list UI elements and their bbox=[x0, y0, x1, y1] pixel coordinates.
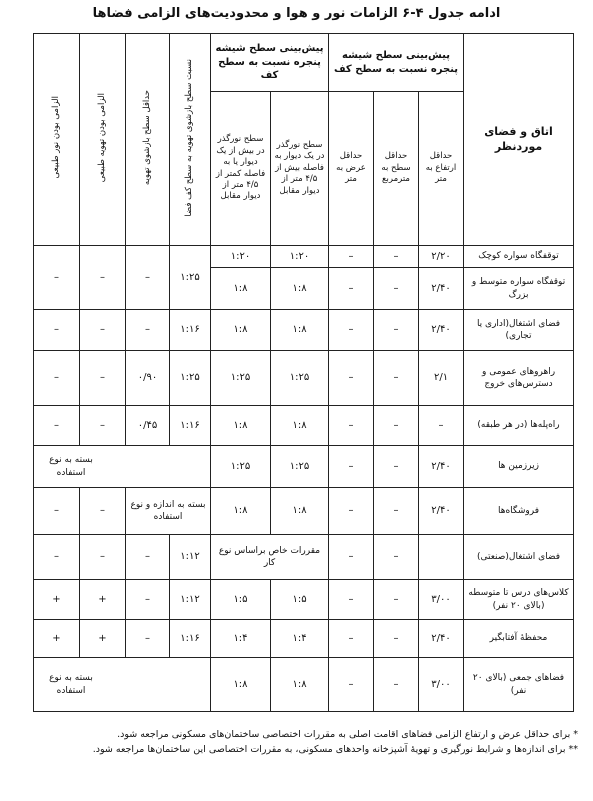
cell-area: – bbox=[374, 488, 419, 535]
cell-natural-light: – bbox=[34, 488, 80, 535]
room-name: کلاس‌های درس تا متوسطه (بالای ۲۰ نفر) bbox=[464, 580, 574, 620]
cell-vent-ratio: بسته به اندازه و نوع استفاده bbox=[126, 488, 211, 535]
cell-natural-light: – bbox=[34, 351, 80, 406]
room-name: فروشگاه‌ها bbox=[464, 488, 574, 535]
cell-height: ۲/۲۰ bbox=[419, 246, 464, 268]
header-natural-vent: الزامی بودن تهویه طبیعی bbox=[80, 34, 126, 246]
cell-area: – bbox=[374, 580, 419, 620]
cell-width: – bbox=[329, 246, 374, 268]
table-row bbox=[34, 535, 574, 580]
cell-width: – bbox=[329, 406, 374, 446]
cell-window-gt45: ۱:۸ bbox=[271, 268, 329, 310]
cell-vent-ratio: بسته به نوع استفاده bbox=[34, 658, 211, 712]
cell-natural-vent: – bbox=[80, 406, 126, 446]
cell-natural-vent: – bbox=[80, 488, 126, 535]
cell-natural-vent: – bbox=[80, 351, 126, 406]
room-name: فضای اشتغال(اداری یا تجاری) bbox=[464, 310, 574, 351]
cell-vent-ratio: ۱:۱۶ bbox=[170, 406, 211, 446]
cell-height: ۲/۱ bbox=[419, 351, 464, 406]
footnote-1: * برای حداقل عرض و ارتفاع الزامی فضاهای اقامت اصلی به مقررات اختصاصی ساختمان‌های مسکونی مراجعه شود. bbox=[117, 729, 578, 740]
cell-min-vent: – bbox=[126, 580, 170, 620]
header-window-lt45: سطح نورگذر در بیش از یک دیوار یا به فاصله کمتر از ۴/۵ متر از دیوار مقابل bbox=[211, 92, 271, 246]
footnotes bbox=[33, 728, 578, 757]
table-row bbox=[34, 406, 574, 446]
cell-width: – bbox=[329, 535, 374, 580]
cell-window-lt45: ۱:۸ bbox=[211, 310, 271, 351]
cell-area: – bbox=[374, 268, 419, 310]
cell-width: – bbox=[329, 580, 374, 620]
cell-window-gt45: ۱:۸ bbox=[271, 658, 329, 712]
cell-area: – bbox=[374, 535, 419, 580]
header-min-height: حداقل ارتفاع به متر bbox=[419, 92, 464, 246]
cell-natural-light: – bbox=[34, 535, 80, 580]
cell-window-gt45: ۱:۲۰ bbox=[271, 246, 329, 268]
cell-width: – bbox=[329, 658, 374, 712]
cell-height: ۲/۴۰ bbox=[419, 620, 464, 658]
cell-min-vent: – bbox=[126, 246, 170, 310]
cell-height: ۲/۴۰ bbox=[419, 310, 464, 351]
table-row bbox=[34, 488, 574, 535]
cell-area: – bbox=[374, 351, 419, 406]
cell-height: – bbox=[419, 406, 464, 446]
cell-width: – bbox=[329, 620, 374, 658]
room-name: فضاهای جمعی (بالای ۲۰ نفر) bbox=[464, 658, 574, 712]
footnote-2: ** برای اندازه‌ها و شرایط نورگیری و تهویهٔ آشپزخانه واحدهای مسکونی، به مقررات اختصاصی این ساختمان‌ها مراجعه شود. bbox=[92, 743, 578, 755]
room-name: زیرزمین ها bbox=[464, 446, 574, 488]
cell-window-gt45: ۱:۴ bbox=[271, 620, 329, 658]
header-min-width: حداقل عرض به متر bbox=[329, 92, 374, 246]
cell-vent-ratio: ۱:۱۶ bbox=[170, 620, 211, 658]
cell-min-vent: ۰/۴۵ bbox=[126, 406, 170, 446]
table-row bbox=[34, 580, 574, 620]
cell-min-vent: ۰/۹۰ bbox=[126, 351, 170, 406]
cell-natural-light: + bbox=[34, 620, 80, 658]
cell-height: ۳/۰۰ bbox=[419, 580, 464, 620]
cell-area: – bbox=[374, 310, 419, 351]
table-title: ادامه جدول ۴-۶ الزامات نور و هوا و محدودیت‌های الزامی فضاها bbox=[92, 6, 501, 21]
room-name: توقفگاه سواره کوچک bbox=[464, 246, 574, 268]
cell-window-gt45: ۱:۸ bbox=[271, 488, 329, 535]
room-name: فضای اشتغال(صنعتی) bbox=[464, 535, 574, 580]
cell-width: – bbox=[329, 268, 374, 310]
cell-window-lt45: ۱:۸ bbox=[211, 488, 271, 535]
cell-vent-ratio: ۱:۱۲ bbox=[170, 580, 211, 620]
cell-vent-ratio: ۱:۱۲ bbox=[170, 535, 211, 580]
header-window-gt45: سطح نورگذر در یک دیوار به فاصله بیش از ۴/۵ متر از دیوار مقابل bbox=[271, 92, 329, 246]
cell-min-vent: – bbox=[126, 310, 170, 351]
cell-height: ۲/۴۰ bbox=[419, 446, 464, 488]
cell-height: ۳/۰۰ bbox=[419, 658, 464, 712]
cell-window-lt45: ۱:۴ bbox=[211, 620, 271, 658]
table-row bbox=[34, 310, 574, 351]
table-row bbox=[34, 351, 574, 406]
cell-natural-light: + bbox=[34, 580, 80, 620]
header-min-area: حداقل سطح به مترمربع bbox=[374, 92, 419, 246]
cell-window-gt45: ۱:۲۵ bbox=[271, 351, 329, 406]
cell-natural-light: – bbox=[34, 310, 80, 351]
header-natural-light: الزامی بودن نور طبیعی bbox=[34, 34, 80, 246]
cell-height: ۲/۴۰ bbox=[419, 488, 464, 535]
cell-area: – bbox=[374, 246, 419, 268]
table-row bbox=[34, 658, 574, 712]
header-window-ratio: پیش‌بینی سطح شیشه پنجره نسبت به سطح کف bbox=[211, 34, 329, 92]
cell-width: – bbox=[329, 351, 374, 406]
header-room: اتاق و فضای موردنظر bbox=[464, 34, 574, 246]
room-name: توقفگاه سواره متوسط و بزرگ bbox=[464, 268, 574, 310]
cell-vent-ratio: ۱:۱۶ bbox=[170, 310, 211, 351]
room-name: راه‌پله‌ها (در هر طبقه) bbox=[464, 406, 574, 446]
cell-natural-light: – bbox=[34, 406, 80, 446]
cell-window-gt45: ۱:۸ bbox=[271, 406, 329, 446]
cell-natural-vent: – bbox=[80, 246, 126, 310]
cell-window-lt45: ۱:۲۰ bbox=[211, 246, 271, 268]
cell-natural-vent: – bbox=[80, 535, 126, 580]
cell-height bbox=[419, 535, 464, 580]
cell-width: – bbox=[329, 488, 374, 535]
room-name: محفظهٔ آفتابگیر bbox=[464, 620, 574, 658]
table-row bbox=[34, 246, 574, 268]
cell-natural-vent: + bbox=[80, 620, 126, 658]
header-vent-ratio: نسبت سطح بازشوی تهویه به سطح کف فضا bbox=[170, 34, 211, 246]
cell-area: – bbox=[374, 446, 419, 488]
cell-min-vent: – bbox=[126, 620, 170, 658]
cell-area: – bbox=[374, 620, 419, 658]
cell-vent-ratio: ۱:۲۵ bbox=[170, 246, 211, 310]
cell-window-lt45: ۱:۲۵ bbox=[211, 446, 271, 488]
cell-window-lt45: ۱:۸ bbox=[211, 658, 271, 712]
cell-natural-light: – bbox=[34, 246, 80, 310]
cell-vent-ratio: ۱:۲۵ bbox=[170, 351, 211, 406]
cell-vent-ratio: بسته به نوع استفاده bbox=[34, 446, 211, 488]
cell-natural-vent: – bbox=[80, 310, 126, 351]
table-row bbox=[34, 620, 574, 658]
cell-window-lt45: ۱:۲۵ bbox=[211, 351, 271, 406]
cell-natural-vent: + bbox=[80, 580, 126, 620]
cell-min-vent: – bbox=[126, 535, 170, 580]
cell-merged-note: مقررات خاص براساس نوع کار bbox=[211, 535, 329, 580]
cell-window-gt45: ۱:۸ bbox=[271, 310, 329, 351]
requirements-table bbox=[33, 33, 574, 712]
header-min-vent: حداقل سطح بازشوی تهویه bbox=[126, 34, 170, 246]
cell-height: ۲/۴۰ bbox=[419, 268, 464, 310]
cell-window-lt45: ۱:۸ bbox=[211, 406, 271, 446]
cell-window-gt45: ۱:۵ bbox=[271, 580, 329, 620]
table-row bbox=[34, 446, 574, 488]
cell-width: – bbox=[329, 446, 374, 488]
cell-area: – bbox=[374, 658, 419, 712]
cell-window-lt45: ۱:۸ bbox=[211, 268, 271, 310]
header-window-abs: پیش‌بینی سطح شیشه پنجره نسبت به سطح کف bbox=[329, 34, 464, 92]
room-name: راهروهای عمومی و دسترس‌های خروج bbox=[464, 351, 574, 406]
cell-window-gt45: ۱:۲۵ bbox=[271, 446, 329, 488]
cell-window-lt45: ۱:۵ bbox=[211, 580, 271, 620]
cell-width: – bbox=[329, 310, 374, 351]
cell-area: – bbox=[374, 406, 419, 446]
